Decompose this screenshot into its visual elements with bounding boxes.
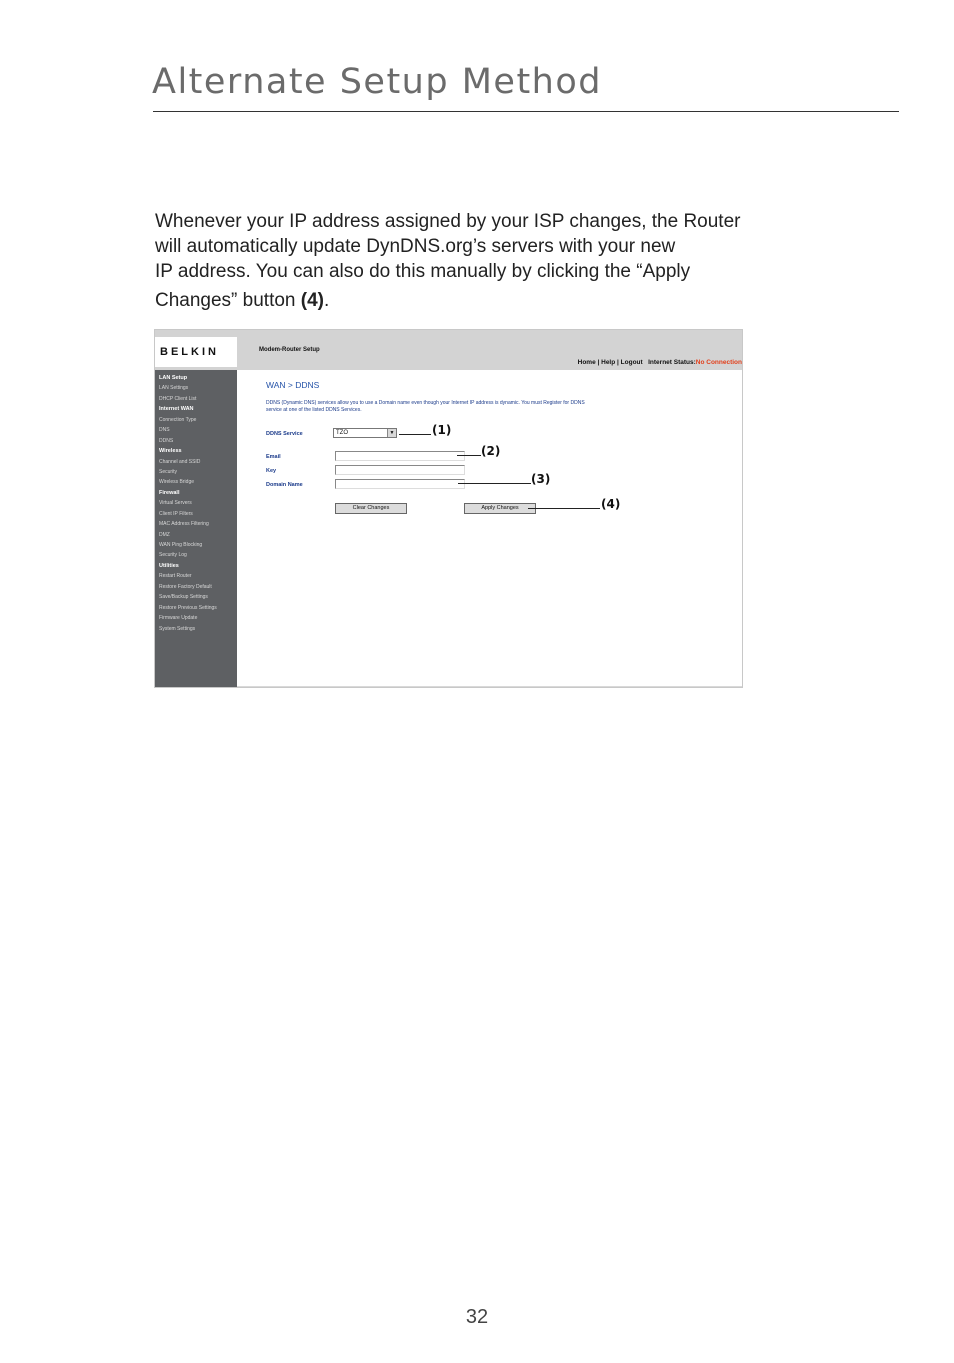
body-paragraph [155, 209, 875, 313]
setup-title: Modem-Router Setup [259, 347, 320, 353]
sidebar-item[interactable]: System Settings [159, 625, 196, 632]
sidebar-item[interactable]: Restart Router [159, 573, 192, 580]
body-text: . [324, 290, 330, 311]
sidebar [155, 370, 237, 688]
sidebar-item[interactable]: MAC Address Filtering [159, 521, 209, 528]
email-label: Email [266, 454, 281, 460]
sidebar-item[interactable]: Channel and SSID [159, 458, 201, 465]
body-line: Whenever your IP address assigned by your ISP changes, the Router [155, 211, 741, 232]
email-field[interactable] [335, 451, 465, 461]
sidebar-item[interactable]: LAN Settings [159, 385, 189, 392]
sidebar-item[interactable]: Client IP Filters [159, 510, 193, 517]
apply-changes-button[interactable]: Apply Changes [464, 503, 536, 514]
sidebar-item[interactable]: Security [159, 468, 178, 475]
sidebar-item[interactable]: DNS [159, 427, 170, 434]
body-text: Changes” button [155, 290, 301, 311]
internet-status-label: Internet Status: [648, 359, 696, 366]
key-field[interactable] [335, 465, 465, 475]
sidebar-item[interactable]: Save/Backup Settings [159, 594, 208, 601]
sidebar-heading: Firewall [159, 489, 180, 496]
nav-separator: | [595, 359, 602, 366]
sidebar-heading: LAN Setup [159, 375, 188, 381]
key-label: Key [266, 468, 277, 474]
sidebar-item[interactable]: Virtual Servers [159, 500, 192, 507]
sidebar-item[interactable]: DDNS [159, 437, 174, 444]
callout-line-2 [457, 455, 481, 456]
domain-name-field[interactable] [335, 479, 465, 489]
router-screenshot [154, 329, 743, 688]
help-link[interactable]: Help [601, 359, 616, 366]
sidebar-item[interactable]: Firmware Update [159, 615, 198, 622]
title-rule [153, 111, 899, 112]
nav-separator: | [615, 359, 621, 366]
sidebar-item[interactable]: Security Log [159, 552, 187, 559]
ddns-service-label: DDNS Service [266, 431, 303, 437]
callout-2: (2) [481, 444, 501, 458]
ddns-service-value: TZO [336, 430, 348, 436]
callout-1: (1) [432, 423, 452, 437]
sidebar-item[interactable]: WAN Ping Blocking [159, 542, 203, 548]
logout-link[interactable]: Logout [620, 359, 643, 366]
page-number: 32 [465, 1306, 489, 1328]
home-link[interactable]: Home [577, 359, 596, 366]
sidebar-menu [159, 373, 217, 634]
callout-line-3 [458, 483, 531, 484]
belkin-logo: BELKIN [160, 346, 219, 358]
body-line-last [155, 288, 875, 313]
callout-line-4 [528, 508, 600, 509]
top-nav [578, 359, 742, 366]
callout-line-1 [399, 434, 431, 435]
ddns-panel [237, 370, 743, 688]
sidebar-heading: Utilities [159, 562, 179, 569]
bottom-strip [237, 686, 743, 688]
callout-4: (4) [601, 497, 621, 511]
sidebar-item[interactable]: Restore Factory Default [159, 583, 212, 590]
sidebar-item[interactable]: DMZ [159, 531, 170, 538]
sidebar-item[interactable]: DHCP Client List [159, 395, 197, 402]
sidebar-heading: Wireless [159, 448, 182, 455]
sidebar-item[interactable]: Wireless Bridge [159, 479, 195, 486]
chevron-down-icon[interactable]: ▼ [387, 429, 396, 437]
sidebar-item[interactable]: Restore Previous Settings [159, 604, 217, 611]
body-line: will automatically update DynDNS.org’s servers with your new [155, 236, 676, 257]
callout-reference: (4) [300, 290, 324, 311]
internet-status-value: No Connection [695, 359, 742, 366]
domain-name-label: Domain Name [266, 482, 303, 488]
page-title: Alternate Setup Method [152, 62, 602, 102]
ddns-service-select[interactable] [333, 428, 397, 438]
callout-3: (3) [531, 472, 551, 486]
body-line: IP address. You can also do this manually by clicking the “Apply [155, 261, 691, 282]
clear-changes-button[interactable]: Clear Changes [335, 503, 407, 514]
breadcrumb: WAN > DDNS [266, 380, 320, 390]
router-header [155, 330, 743, 370]
sidebar-heading: Internet WAN [159, 406, 194, 413]
ddns-description: DDNS (Dynamic DNS) services allow you to use a Domain name even though your Internet IP address is dynamic. You must Register for DDNS service at one of the listed DDNS Services. [266, 400, 585, 413]
sidebar-item[interactable]: Connection Type [159, 416, 197, 423]
